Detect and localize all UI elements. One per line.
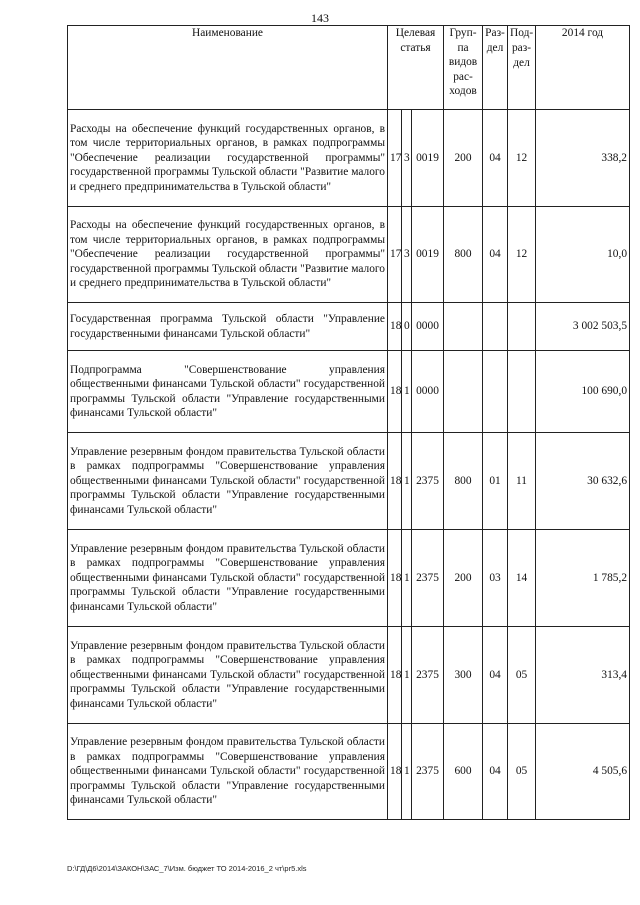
row-article-1: 18 [388,351,402,433]
row-amount: 338,2 [536,110,630,207]
table-row [68,351,630,433]
row-article-1: 18 [388,724,402,820]
row-amount: 4 505,6 [536,724,630,820]
row-article-2: 1 [402,433,412,530]
row-name: Расходы на обеспечение функций государственных органов, в том числе территориальных органов, в рамках подпрограммы "Обеспечение реализации государственной программы" государственной программы Тульской области "Развитие малого и среднего предпринимательства в Тульской области" [68,207,388,303]
row-article-3: 0019 [412,207,444,303]
row-article-3: 0000 [412,351,444,433]
row-section: 04 [483,207,508,303]
table-row [68,627,630,724]
row-subsection: 14 [508,530,536,627]
header-section: Раз- дел [483,26,508,110]
row-article-3: 2375 [412,433,444,530]
row-article-1: 18 [388,627,402,724]
row-expense-group: 800 [444,433,483,530]
row-expense-group: 200 [444,530,483,627]
row-name: Управление резервным фондом правительства Тульской области в рамках подпрограммы "Совершенствование управления общественными финансами Тульской области" государственной программы Тульской области "Управление государственными финансами Тульской области" [68,433,388,530]
table-row [68,207,630,303]
table-header-row [68,26,630,110]
table-row [68,433,630,530]
row-article-1: 18 [388,433,402,530]
row-article-2: 0 [402,303,412,351]
row-amount: 100 690,0 [536,351,630,433]
row-subsection: 05 [508,627,536,724]
row-expense-group: 300 [444,627,483,724]
row-amount: 10,0 [536,207,630,303]
header-target-article: Целевая статья [388,26,444,110]
row-expense-group: 800 [444,207,483,303]
row-section [483,303,508,351]
row-subsection: 11 [508,433,536,530]
row-article-3: 2375 [412,530,444,627]
row-expense-group [444,303,483,351]
row-article-1: 17 [388,110,402,207]
row-article-3: 0019 [412,110,444,207]
file-path-footer: D:\ГД\Д6\2014\ЗАКОН\ЗАС_7\Изм. бюджет ТО 2014-2016_2 чт\pr5.xls [67,864,307,873]
row-amount: 313,4 [536,627,630,724]
row-subsection: 12 [508,110,536,207]
row-section: 01 [483,433,508,530]
row-subsection: 05 [508,724,536,820]
table-row [68,110,630,207]
row-subsection: 12 [508,207,536,303]
row-name: Управление резервным фондом правительства Тульской области в рамках подпрограммы "Совершенствование управления общественными финансами Тульской области" государственной программы Тульской области "Управление государственными финансами Тульской области" [68,627,388,724]
header-subsection: Под- раз- дел [508,26,536,110]
row-section: 04 [483,627,508,724]
header-name: Наименование [68,26,388,110]
row-section [483,351,508,433]
row-amount: 3 002 503,5 [536,303,630,351]
budget-table [67,25,630,820]
row-article-3: 2375 [412,724,444,820]
row-section: 04 [483,724,508,820]
row-expense-group: 600 [444,724,483,820]
row-article-2: 1 [402,627,412,724]
row-amount: 30 632,6 [536,433,630,530]
row-name: Государственная программа Тульской области "Управление государственными финансами Тульской области" [68,303,388,351]
header-year: 2014 год [536,26,630,110]
row-name: Подпрограмма "Совершенствование управления общественными финансами Тульской области" государственной программы Тульской области "Управление государственными финансами Тульской области" [68,351,388,433]
table-row [68,303,630,351]
row-section: 03 [483,530,508,627]
row-section: 04 [483,110,508,207]
row-article-1: 18 [388,530,402,627]
table-row [68,530,630,627]
row-article-3: 0000 [412,303,444,351]
row-expense-group [444,351,483,433]
row-amount: 1 785,2 [536,530,630,627]
row-article-2: 1 [402,351,412,433]
row-article-2: 3 [402,110,412,207]
row-subsection [508,303,536,351]
row-name: Управление резервным фондом правительства Тульской области в рамках подпрограммы "Совершенствование управления общественными финансами Тульской области" государственной программы Тульской области "Управление государственными финансами Тульской области" [68,724,388,820]
row-subsection [508,351,536,433]
row-article-1: 18 [388,303,402,351]
row-article-1: 17 [388,207,402,303]
row-article-3: 2375 [412,627,444,724]
row-expense-group: 200 [444,110,483,207]
row-name: Управление резервным фондом правительства Тульской области в рамках подпрограммы "Совершенствование управления общественными финансами Тульской области" государственной программы Тульской области "Управление государственными финансами Тульской области" [68,530,388,627]
table-row [68,724,630,820]
page-number: 143 [311,11,329,25]
row-article-2: 1 [402,530,412,627]
row-article-2: 1 [402,724,412,820]
header-expense-group: Груп- па видов рас- ходов [444,26,483,110]
row-article-2: 3 [402,207,412,303]
row-name: Расходы на обеспечение функций государственных органов, в том числе территориальных органов, в рамках подпрограммы "Обеспечение реализации государственной программы" государственной программы Тульской области "Развитие малого и среднего предпринимательства в Тульской области" [68,110,388,207]
